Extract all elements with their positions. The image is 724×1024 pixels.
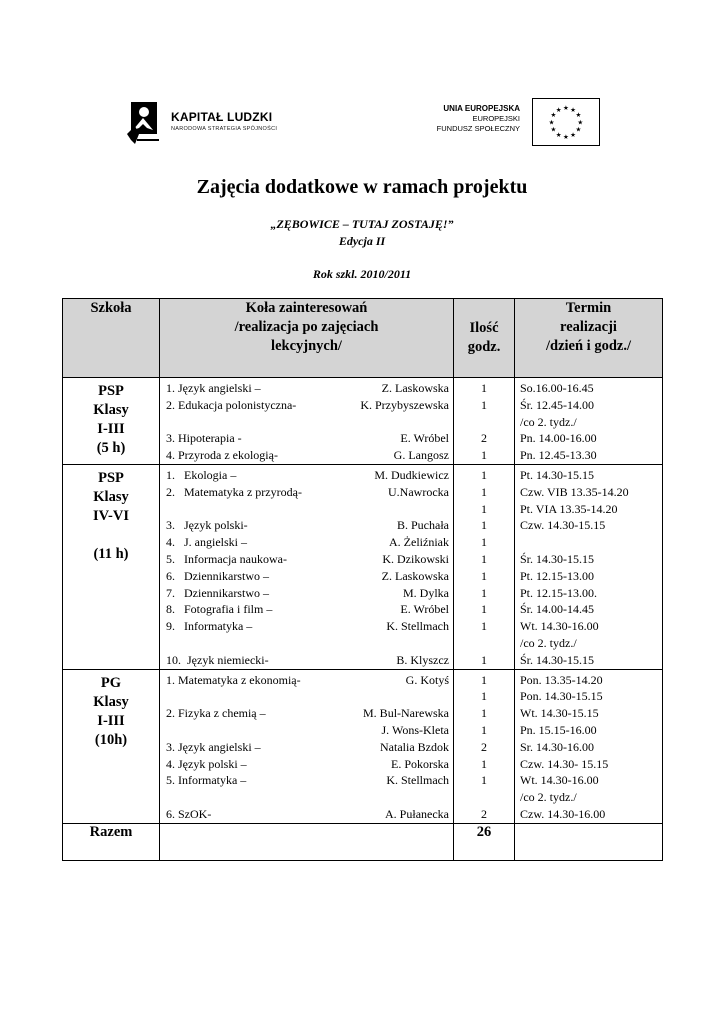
hours-value: 1 xyxy=(481,619,487,634)
header-hours-line: Ilość xyxy=(469,320,499,336)
term-cell xyxy=(515,669,663,823)
class-item xyxy=(160,672,453,689)
term-value: Pt. 14.30-15.15 xyxy=(520,467,595,482)
class-name: 5. Informatyka – xyxy=(166,773,247,788)
teacher-name: B. Klyszcz xyxy=(396,652,449,667)
class-name: 9. Informatyka – xyxy=(166,619,253,634)
class-name: 10. Język niemiecki- xyxy=(166,652,269,667)
hours-value: 1 xyxy=(481,501,487,516)
hours-value: 2 xyxy=(481,806,487,821)
header-term-line: Termin xyxy=(565,300,612,316)
class-item xyxy=(160,380,453,397)
classes-cell xyxy=(160,464,454,669)
term-cell xyxy=(515,464,663,669)
school-cell xyxy=(63,378,160,465)
hours-value: 1 xyxy=(481,585,487,600)
school-line: PSP xyxy=(98,469,124,486)
class-item xyxy=(160,635,453,652)
teacher-name: M. Bul-Narewska xyxy=(363,706,449,721)
total-empty-cell xyxy=(160,823,454,860)
class-item xyxy=(160,430,453,447)
edition-label: Edycja II xyxy=(338,234,386,248)
school-line: IV-VI xyxy=(93,507,129,524)
header-classes-line: /realizacja po zajęciach xyxy=(234,319,379,335)
teacher-name: M. Dylka xyxy=(403,585,449,600)
term-value: Pt. 12.15-13.00. xyxy=(520,585,598,600)
teacher-name: B. Puchała xyxy=(397,518,449,533)
hours-value: 1 xyxy=(481,535,487,550)
hours-value: 1 xyxy=(481,397,487,412)
header-term-line: realizacji xyxy=(560,319,617,335)
hours-value: 1 xyxy=(481,706,487,721)
class-item xyxy=(160,517,453,534)
class-name: 2. Edukacja polonistyczna- xyxy=(166,397,297,412)
class-item xyxy=(160,397,453,414)
table-header-row xyxy=(63,299,663,378)
term-value: Śr. 14.00-14.45 xyxy=(520,602,595,617)
teacher-name: U.Nawrocka xyxy=(388,484,449,499)
class-name: 2. Matematyka z przyrodą- xyxy=(166,484,302,499)
hours-cell xyxy=(454,378,515,465)
hours-value: 1 xyxy=(481,722,487,737)
teacher-name: G. Kotyś xyxy=(405,672,449,687)
class-item xyxy=(160,414,453,431)
eu-star-icon: ★ xyxy=(577,119,584,127)
teacher-name: J. Wons-Kleta xyxy=(381,722,449,737)
term-value: Wt. 14.30-16.00 xyxy=(520,773,599,788)
class-name: 6. SzOK- xyxy=(166,806,212,821)
class-name: 4. Język polski – xyxy=(166,756,247,771)
class-name: 3. Język polski- xyxy=(166,518,248,533)
term-value xyxy=(515,534,662,551)
eu-flag-icon xyxy=(532,98,600,146)
table-row xyxy=(63,378,663,465)
teacher-name: Z. Laskowska xyxy=(381,381,449,395)
term-value: Śr. 14.30-15.15 xyxy=(520,652,595,667)
hours-value: 1 xyxy=(481,381,487,395)
term-value: Pon. 14.30-15.15 xyxy=(520,689,603,704)
teacher-name: A. Pułanecka xyxy=(385,806,449,821)
class-item xyxy=(160,722,453,739)
hours-value: 1 xyxy=(481,467,487,482)
hours-value: 1 xyxy=(481,568,487,583)
hours-value xyxy=(454,635,514,652)
school-line: (10h) xyxy=(94,731,128,748)
header-classes-line: Koła zainteresowań xyxy=(245,300,368,316)
eu-star-icon: ★ xyxy=(563,133,569,141)
term-value: Wt. 14.30-16.00 xyxy=(520,619,599,634)
header-school-line: Szkoła xyxy=(90,300,132,316)
hours-value: 1 xyxy=(481,672,487,687)
class-item xyxy=(160,688,453,705)
school-line: Klasy xyxy=(93,402,129,418)
school-line: Klasy xyxy=(93,488,129,505)
eu-star-icon: ★ xyxy=(563,105,569,113)
total-label: Razem xyxy=(63,823,160,860)
teacher-name: M. Dudkiewicz xyxy=(374,467,449,482)
table-row xyxy=(63,669,663,823)
header-hours xyxy=(454,299,515,378)
term-value: Śr. 14.30-15.15 xyxy=(520,551,595,566)
hours-value: 1 xyxy=(481,756,487,771)
term-value: Pn. 14.00-16.00 xyxy=(520,431,597,446)
class-name: 8. Fotografia i film – xyxy=(166,602,273,617)
eu-star-icon: ★ xyxy=(575,112,582,120)
class-name: 7. Dziennikarstwo – xyxy=(166,585,269,600)
term-value: Czw. 14.30-16.00 xyxy=(520,806,606,821)
school-cell xyxy=(63,669,160,823)
term-value: Sr. 14.30-16.00 xyxy=(520,739,595,754)
school-line: (11 h) xyxy=(93,545,129,562)
hours-value xyxy=(454,789,514,806)
hours-value: 1 xyxy=(481,689,487,704)
header-term xyxy=(515,299,663,378)
class-item xyxy=(160,705,453,722)
header-hours-line: godz. xyxy=(467,339,501,355)
class-name: 4. Przyroda z ekologią- xyxy=(166,448,278,463)
header-classes-line: lekcyjnych/ xyxy=(271,338,342,354)
class-name: 6. Dziennikarstwo – xyxy=(166,568,269,583)
term-value: Pn. 15.15-16.00 xyxy=(520,722,597,737)
teacher-name: Z. Laskowska xyxy=(381,568,449,583)
school-line: PSP xyxy=(98,383,124,399)
class-item xyxy=(160,447,453,464)
term-value: Śr. 12.45-14.00 xyxy=(520,397,595,412)
classes-cell xyxy=(160,669,454,823)
class-item xyxy=(160,618,453,635)
term-value: /co 2. tydz./ xyxy=(520,790,577,805)
term-value: Czw. 14.30-15.15 xyxy=(520,518,606,533)
term-value: Wt. 14.30-15.15 xyxy=(520,706,599,721)
term-value: /co 2. tydz./ xyxy=(520,635,577,650)
term-cell xyxy=(515,378,663,465)
teacher-name: K. Stellmach xyxy=(386,773,449,788)
class-item xyxy=(160,756,453,773)
school-line: Klasy xyxy=(93,693,129,710)
hours-value: 2 xyxy=(481,739,487,754)
class-item xyxy=(160,806,453,823)
class-name: 3. Język angielski – xyxy=(166,739,261,754)
total-empty-cell xyxy=(515,823,663,860)
eu-star-icon: ★ xyxy=(570,106,577,114)
header-term-line: /dzień i godz./ xyxy=(546,338,631,354)
eu-star-icon: ★ xyxy=(575,126,582,134)
teacher-name: E. Pokorska xyxy=(391,756,449,771)
total-row xyxy=(63,823,663,860)
term-value: Pt. 12.15-13.00 xyxy=(520,568,595,583)
teacher-name: A. Żeliźniak xyxy=(389,535,449,550)
total-hours: 26 xyxy=(454,823,515,860)
class-name: 4. J. angielski – xyxy=(166,535,247,550)
hours-value: 1 xyxy=(481,518,487,533)
teacher-name: K. Dzikowski xyxy=(382,551,449,566)
hours-value: 1 xyxy=(481,602,487,617)
class-item xyxy=(160,789,453,806)
school-cell xyxy=(63,464,160,669)
hours-value: 2 xyxy=(481,431,487,446)
class-item xyxy=(160,652,453,669)
school-line: I-III xyxy=(97,712,125,729)
schedule-table xyxy=(62,298,663,861)
class-name: 3. Hipoterapia - xyxy=(166,431,242,446)
classes-cell xyxy=(160,378,454,465)
class-item xyxy=(160,484,453,501)
header-school xyxy=(63,299,160,378)
table-row xyxy=(63,464,663,669)
hours-cell xyxy=(454,464,515,669)
eu-star-icon: ★ xyxy=(550,112,557,120)
class-item xyxy=(160,585,453,602)
kapital-ludzki-emblem-icon xyxy=(125,100,161,146)
eu-logo-line2: EUROPEJSKI xyxy=(472,114,520,123)
class-item xyxy=(160,568,453,585)
class-name: 2. Fizyka z chemią – xyxy=(166,706,266,721)
class-item xyxy=(160,601,453,618)
hours-cell xyxy=(454,669,515,823)
class-name: 1. Matematyka z ekonomią- xyxy=(166,672,301,687)
term-value: Pon. 13.35-14.20 xyxy=(520,672,603,687)
term-value: So.16.00-16.45 xyxy=(520,381,594,395)
hours-value xyxy=(454,414,514,431)
header-classes xyxy=(160,299,454,378)
term-value: Czw. 14.30- 15.15 xyxy=(520,756,609,771)
hours-value: 1 xyxy=(481,484,487,499)
eu-star-icon: ★ xyxy=(555,131,562,139)
hours-value: 1 xyxy=(481,773,487,788)
eu-logo-line1: UNIA EUROPEJSKA xyxy=(443,104,520,113)
class-item xyxy=(160,534,453,551)
kapital-ludzki-logo xyxy=(125,100,285,148)
eu-star-icon: ★ xyxy=(555,106,562,114)
class-item xyxy=(160,772,453,789)
kapital-ludzki-subtitle: NARODOWA STRATEGIA SPÓJNOŚCI xyxy=(171,126,278,132)
class-item xyxy=(160,501,453,518)
term-value: Pn. 12.45-13.30 xyxy=(520,448,597,463)
class-name: 1. Ekologia – xyxy=(166,467,237,482)
eu-star-icon: ★ xyxy=(570,131,577,139)
project-name: „ZĘBOWICE – TUTAJ ZOSTAJĘ!” xyxy=(270,217,454,231)
hours-value: 1 xyxy=(481,551,487,566)
teacher-name: E. Wróbel xyxy=(400,431,449,446)
school-line: PG xyxy=(100,674,122,691)
teacher-name: E. Wróbel xyxy=(400,602,449,617)
class-item xyxy=(160,551,453,568)
eu-star-icon: ★ xyxy=(548,119,555,127)
school-line: I-III xyxy=(97,421,125,437)
term-value: Pt. VIA 13.35-14.20 xyxy=(520,501,618,516)
term-value: /co 2. tydz./ xyxy=(520,414,577,429)
eu-star-icon: ★ xyxy=(550,126,557,134)
teacher-name: Natalia Bzdok xyxy=(380,739,449,754)
class-item xyxy=(160,739,453,756)
page-title: Zajęcia dodatkowe w ramach projektu xyxy=(196,176,528,198)
teacher-name: K. Przybyszewska xyxy=(360,397,449,412)
school-line: (5 h) xyxy=(96,440,126,456)
teacher-name: K. Stellmach xyxy=(386,619,449,634)
class-name: 5. Informacja naukowa- xyxy=(166,551,287,566)
hours-value: 1 xyxy=(481,448,487,463)
kapital-ludzki-name: KAPITAŁ LUDZKI xyxy=(171,110,273,124)
hours-value: 1 xyxy=(481,652,487,667)
eu-logo xyxy=(424,98,600,148)
teacher-name: G. Langosz xyxy=(393,448,449,463)
term-value: Czw. VIB 13.35-14.20 xyxy=(520,484,629,499)
eu-logo-line3: FUNDUSZ SPOŁECZNY xyxy=(436,124,520,133)
class-name: 1. Język angielski – xyxy=(166,381,261,395)
school-line xyxy=(63,526,159,545)
school-year: Rok szkl. 2010/2011 xyxy=(312,267,412,281)
class-item xyxy=(160,467,453,484)
